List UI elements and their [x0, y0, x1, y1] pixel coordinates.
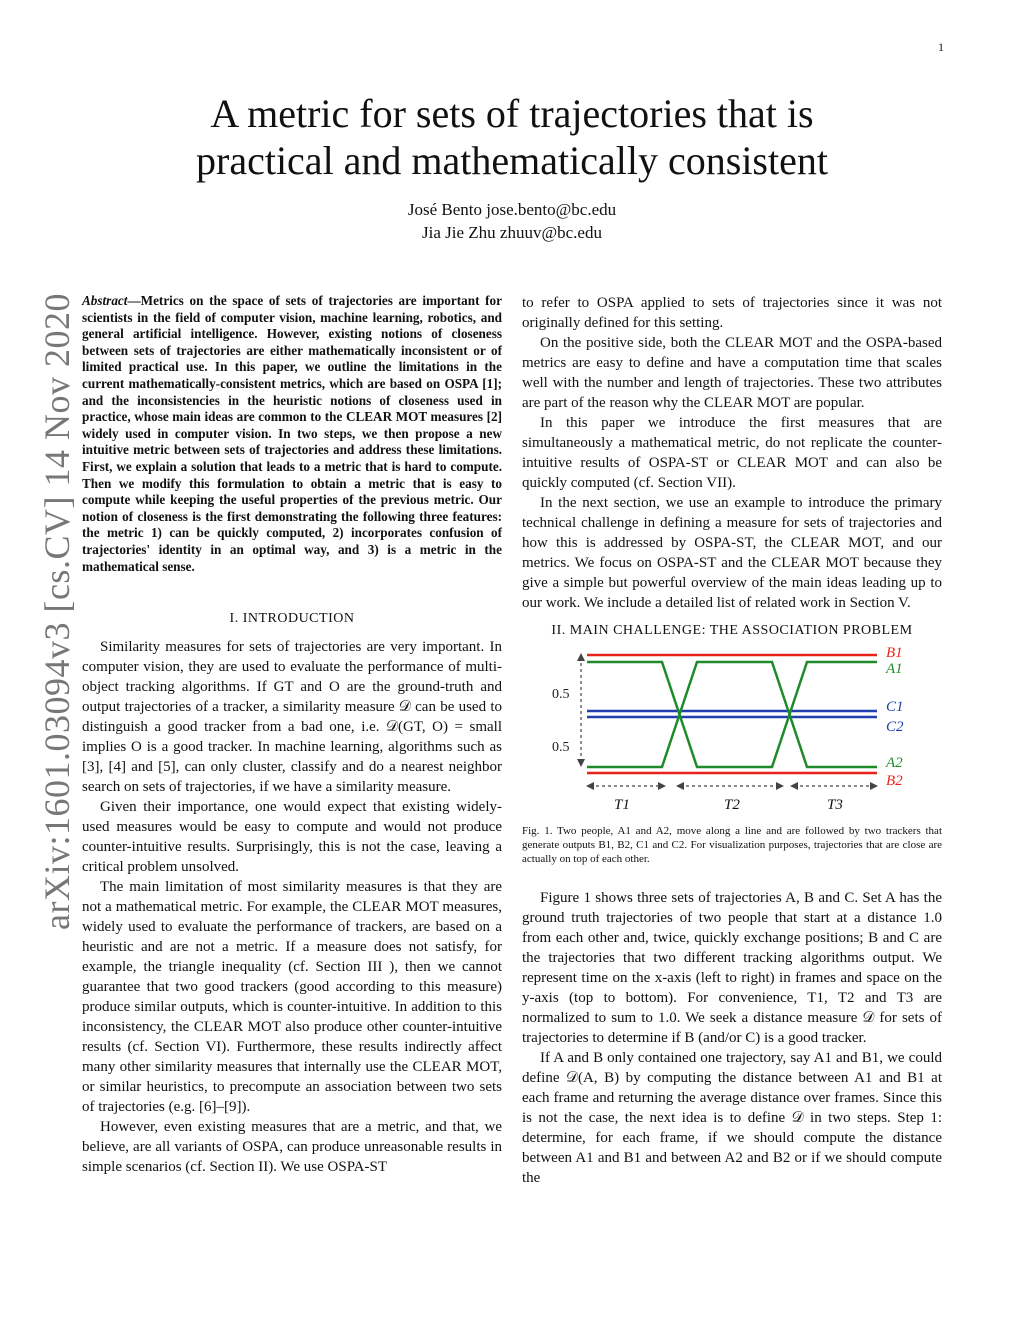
- t3-arrow-left: [790, 782, 798, 790]
- label-c2: C2: [886, 719, 904, 735]
- trajectory-figure: [522, 645, 942, 815]
- right-paragraph-3: In this paper we introduce the first measures that are simultaneously a mathematical metric, do not replicate the counter-intuitive results of OSPA-ST or CLEAR MOT and can also be quickly computed (cf. Section VII).: [522, 415, 942, 491]
- t3-arrow-right: [870, 782, 878, 790]
- page-number: 1: [938, 40, 944, 54]
- trajectory-a2: [587, 662, 877, 767]
- right-paragraph-6: If A and B only contained one trajectory, say A1 and B1, we could define 𝒟(A, B) by computing the distance between A1 and B1 at each frame and returning the average distance over frames. Since this is not the case, the next idea is to define 𝒟 in two steps. Step 1: determine, for each frame, if we should compute the distance between A1 and B1 and between A2 and B2 or if we should compute the: [522, 1050, 942, 1186]
- scale-arrow-bottom: [577, 759, 585, 767]
- author-1: José Bento jose.bento@bc.edu: [407, 200, 617, 219]
- abstract-label: Abstract: [82, 293, 128, 308]
- label-a2: A2: [886, 755, 903, 771]
- label-b1: B1: [886, 645, 903, 661]
- abstract: [82, 293, 502, 575]
- title-line-1: A metric for sets of trajectories that is: [210, 91, 814, 136]
- figure-caption: Fig. 1. Two people, A1 and A2, move along a line and are followed by two trackers that generate outputs B1, B2, C1 and C2. For visualization purposes, trajectories that are close are actually on top of each other.: [522, 825, 942, 865]
- label-b2: B2: [886, 773, 903, 789]
- scale-arrow-top: [577, 653, 585, 661]
- paper-title: [0, 90, 1024, 184]
- intro-paragraph-2: Given their importance, one would expect that existing widely-used measures would be easy to compute and would not produce counter-intuitive results. Surprisingly, this is not the case, leaving a critical problem unsolved.: [82, 799, 502, 876]
- arxiv-identifier: arXiv:1601.03094v3 [cs.CV] 14 Nov 2020: [37, 293, 77, 930]
- t1-arrow-right: [658, 782, 666, 790]
- title-line-2: practical and mathematically consistent: [196, 138, 828, 183]
- gap-label-top: 0.5: [552, 687, 570, 702]
- section-2-heading: II. MAIN CHALLENGE: THE ASSOCIATION PROBLEM: [551, 623, 913, 638]
- section-1-heading: I. INTRODUCTION: [229, 611, 355, 627]
- right-column: [522, 293, 942, 1188]
- gap-label-bottom: 0.5: [552, 740, 570, 755]
- right-paragraph-1: to refer to OSPA applied to sets of trajectories since it was not originally defined for this setting.: [522, 295, 942, 331]
- label-c1: C1: [886, 699, 904, 715]
- label-a1: A1: [886, 661, 903, 677]
- abstract-text: —Metrics on the space of sets of trajectories are important for scientists in the field of computer vision, machine learning, robotics, and general artificial intelligence. However, existing notions of closeness between sets of trajectories are either mathematically inconsistent or of limited practical use. In this paper, we outline the limitations in the current mathematically-consistent metrics, which are based on OSPA [1]; and the inconsistencies in the heuristic notions of closeness used in practice, whose main ideas are common to the CLEAR MOT measures [2] widely used in computer vision. In two steps, we then propose a new intuitive metric between sets of trajectories and address these limitations. First, we explain a solution that leads to a metric that is hard to compute. Then we modify this formulation to obtain a metric that is easy to compute while keeping the useful properties of the previous metric. Our notion of closeness is the first demonstrating the following three features: the metric 1) can be quickly computed, 2) incorporates confusion of trajectories' identity in an optimal way, and 3) is a metric in the mathematical sense.: [82, 293, 502, 574]
- authors: [0, 198, 1024, 244]
- trajectory-a1: [587, 662, 877, 767]
- t2-arrow-left: [676, 782, 684, 790]
- intro-paragraph-1: Similarity measures for sets of trajectories are very important. In computer vision, they are used to evaluate the performance of multi-object tracking algorithms. If GT and O are the ground-truth and output trajectories of a tracker, a similarity measure 𝒟 can be used to distinguish a good tracker from a bad one, i.e. 𝒟(GT, O) = small implies O is a good tracker. In machine learning, algorithms such as [3], [4] and [5], can only cluster, classify and do a nearest neighbor search on sets of trajectories, if we have a similarity measure.: [82, 639, 502, 796]
- right-paragraph-5: Figure 1 shows three sets of trajectories A, B and C. Set A has the ground truth trajectories of two people that start at a distance 1.0 from each other and, twice, quickly exchange positions; B and C are the trajectories that two different tracking algorithms output. We represent time on the x-axis (left to right) in frames and space on the y-axis (top to bottom). For convenience, T1, T2 and T3 are normalized to sum to 1.0. We seek a distance measure 𝒟 for sets of trajectories to determine if B (and/or C) is a good tracker.: [522, 890, 942, 1046]
- intro-paragraph-4: However, even existing measures that are a metric, and that, we believe, are all variants of OSPA, can produce unreasonable results in simple scenarios (cf. Section II). We use OSPA-ST: [82, 1119, 502, 1176]
- author-2: Jia Jie Zhu zhuuv@bc.edu: [422, 223, 602, 242]
- intro-paragraph-3: The main limitation of most similarity measures is that they are not a mathematical metric. For example, the CLEAR MOT measures, widely used to evaluate the performance of trackers, are based on a heuristic and are not a metric. If a measure does not satisfy, for example, the triangle inequality (cf. Section III ), then we cannot guarantee that two good trackers (good according to this measure) produce similar outputs, which is counter-intuitive. In addition to this inconsistency, the CLEAR MOT also produce other counter-intuitive results (cf. Section VI). Furthermore, these results indirectly affect many other similarity measures that internally use the CLEAR MOT, or similar heuristics, to precompute an association between two sets of trajectories (e.g. [6]–[9]).: [82, 879, 502, 1116]
- t2-arrow-right: [776, 782, 784, 790]
- label-t2: T2: [724, 797, 740, 813]
- label-t1: T1: [614, 797, 630, 813]
- label-t3: T3: [827, 797, 843, 813]
- right-paragraph-4: In the next section, we use an example to introduce the primary technical challenge in defining a measure for sets of trajectories and how this is addressed by OSPA-ST, the CLEAR MOT, and our metrics. We focus on OSPA-ST and the CLEAR MOT because they give a simple but powerful overview of the main ideas leading up to our work. We include a detailed list of related work in Section V.: [522, 495, 942, 611]
- right-paragraph-2: On the positive side, both the CLEAR MOT and the OSPA-based metrics are easy to define and have a computation time that scales well with the number and length of trajectories. These two attributes are part of the reason why the CLEAR MOT are popular.: [522, 335, 942, 411]
- t1-arrow-left: [586, 782, 594, 790]
- left-column: [82, 293, 502, 1177]
